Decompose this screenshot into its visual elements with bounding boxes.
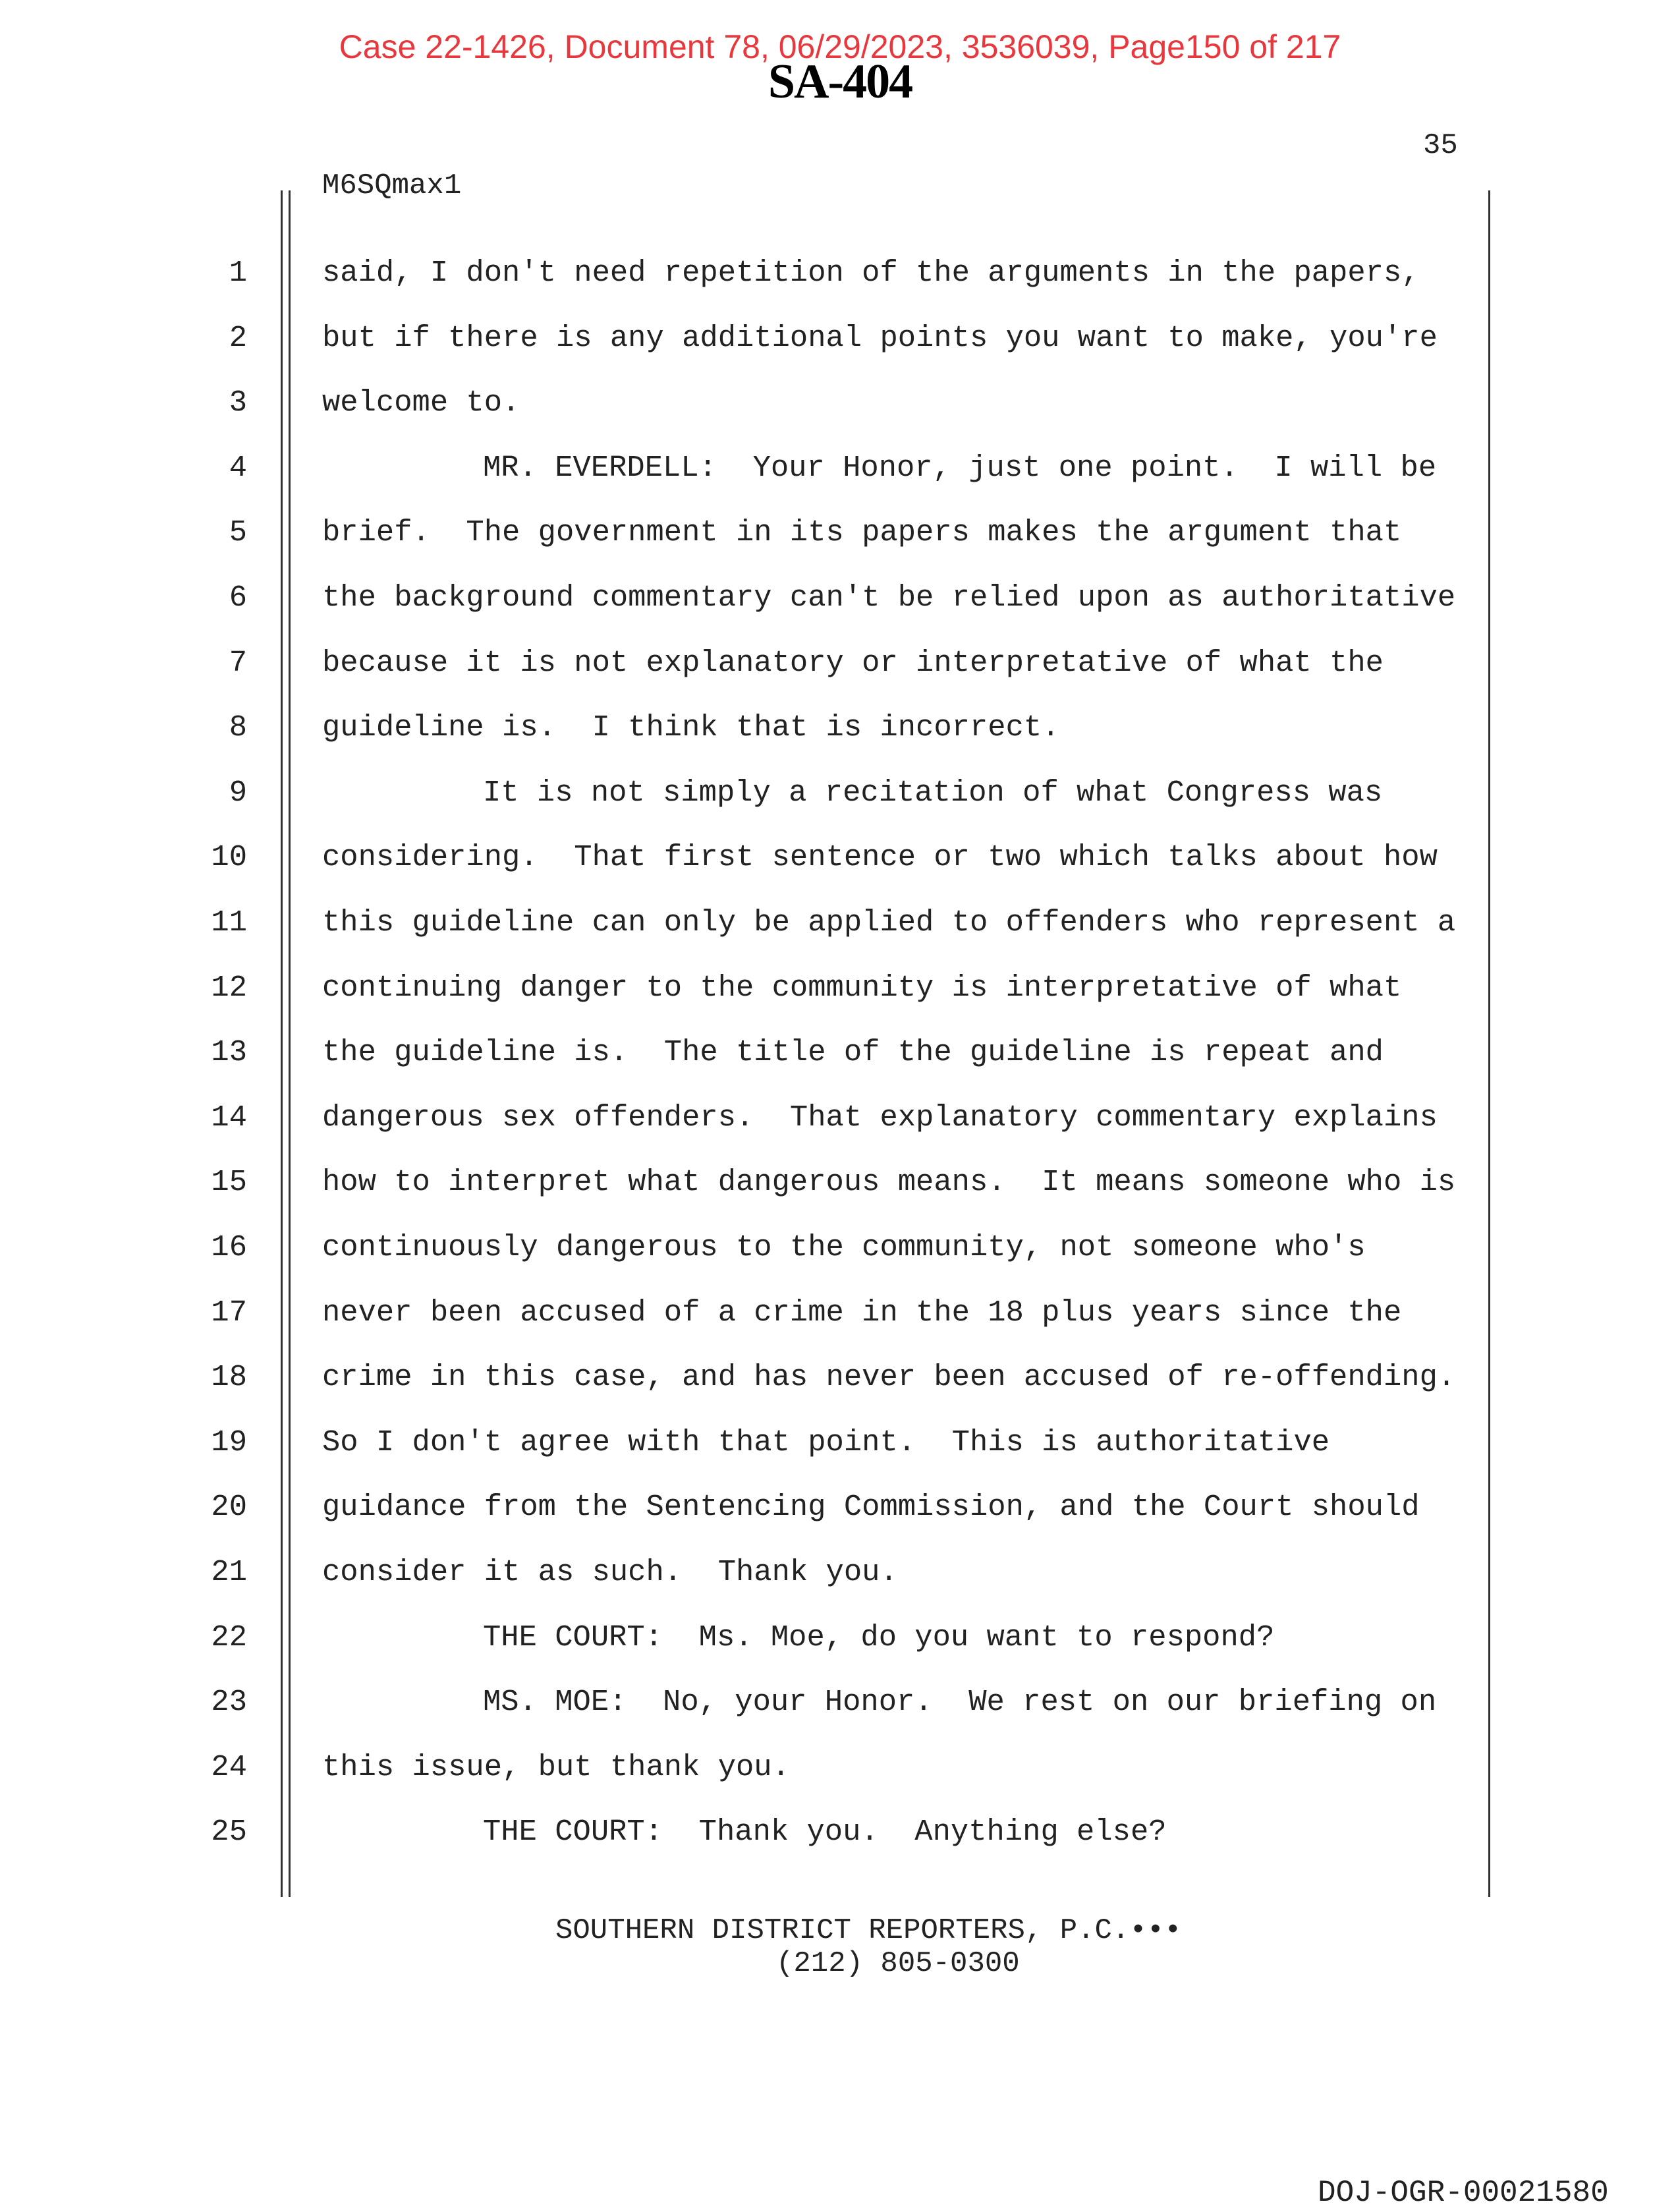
- line-text: dangerous sex offenders. That explanatory commentary explains: [322, 1100, 1438, 1135]
- line-number: 23: [211, 1685, 247, 1720]
- line-text: THE COURT: Ms. Moe, do you want to respond?: [483, 1620, 1275, 1655]
- transcript-line: [0, 1230, 1680, 1295]
- transcript-line: [0, 451, 1680, 515]
- line-number: 18: [211, 1360, 247, 1395]
- line-number: 1: [229, 256, 247, 290]
- line-text: never been accused of a crime in the 18 plus years since the: [322, 1295, 1402, 1330]
- line-text: said, I don't need repetition of the arguments in the papers,: [322, 256, 1420, 290]
- transcript-line: [0, 776, 1680, 840]
- line-text: MS. MOE: No, your Honor. We rest on our briefing on: [483, 1685, 1437, 1720]
- line-number: 24: [211, 1749, 247, 1784]
- line-text: continuously dangerous to the community, not someone who's: [322, 1230, 1366, 1264]
- line-number: 16: [211, 1230, 247, 1264]
- transcript-line: [0, 1100, 1680, 1165]
- line-number: 2: [229, 320, 247, 355]
- transcript-line: [0, 321, 1680, 385]
- transcript-header-code: M6SQmax1: [322, 169, 462, 202]
- transcript-line: [0, 385, 1680, 450]
- line-number: 20: [211, 1490, 247, 1525]
- line-text: this guideline can only be applied to offenders who represent a: [322, 905, 1456, 940]
- transcript-line: [0, 1165, 1680, 1230]
- transcript-line: [0, 1425, 1680, 1490]
- line-number: 12: [211, 970, 247, 1005]
- line-text: continuing danger to the community is interpretative of what: [322, 970, 1402, 1005]
- line-text: the background commentary can't be relied upon as authoritative: [322, 581, 1456, 615]
- line-text: So I don't agree with that point. This is authoritative: [322, 1425, 1330, 1460]
- line-number: 5: [229, 515, 247, 550]
- line-text: guideline is. I think that is incorrect.: [322, 710, 1060, 745]
- line-text: this issue, but thank you.: [322, 1749, 790, 1784]
- line-text: THE COURT: Thank you. Anything else?: [483, 1815, 1167, 1850]
- transcript-line: [0, 905, 1680, 970]
- line-number: 19: [211, 1425, 247, 1460]
- line-text: the guideline is. The title of the guideline is repeat and: [322, 1035, 1384, 1070]
- line-text: welcome to.: [322, 385, 520, 420]
- line-text: It is not simply a recitation of what Congress was: [483, 775, 1383, 810]
- line-text: considering. That first sentence or two which talks about how: [322, 840, 1438, 875]
- bates-number: DOJ-OGR-00021580: [1318, 2176, 1609, 2210]
- line-text: crime in this case, and has never been accused of re-offending.: [322, 1360, 1456, 1395]
- transcript-line: [0, 840, 1680, 905]
- transcript-line: [0, 1685, 1680, 1749]
- exhibit-label: SA-404: [768, 55, 912, 109]
- page-number: 35: [1423, 129, 1458, 162]
- transcript-line: [0, 1815, 1680, 1879]
- line-number: 15: [211, 1165, 247, 1200]
- transcript-line: [0, 1490, 1680, 1554]
- transcript-line: [0, 581, 1680, 645]
- line-number: 10: [211, 840, 247, 875]
- line-text: but if there is any additional points you want to make, you're: [322, 320, 1438, 355]
- line-text: brief. The government in its papers makes the argument that: [322, 515, 1402, 550]
- line-number: 21: [211, 1555, 247, 1589]
- line-number: 17: [211, 1295, 247, 1330]
- transcript-line: [0, 646, 1680, 710]
- line-number: 25: [211, 1815, 247, 1850]
- line-number: 14: [211, 1100, 247, 1135]
- transcript-line: [0, 1035, 1680, 1100]
- line-text: MR. EVERDELL: Your Honor, just one point. I will be: [483, 450, 1437, 485]
- line-number: 22: [211, 1620, 247, 1655]
- transcript-line: [0, 971, 1680, 1035]
- line-number: 9: [229, 775, 247, 810]
- reporter-name: SOUTHERN DISTRICT REPORTERS, P.C.•••: [555, 1914, 1182, 1947]
- transcript-line: [0, 256, 1680, 320]
- transcript-line: [0, 1295, 1680, 1360]
- line-number: 8: [229, 710, 247, 745]
- line-text: guidance from the Sentencing Commission, and the Court should: [322, 1490, 1420, 1525]
- line-number: 7: [229, 645, 247, 680]
- line-number: 11: [211, 905, 247, 940]
- line-number: 4: [229, 450, 247, 485]
- reporter-phone: (212) 805-0300: [776, 1947, 1020, 1980]
- line-number: 6: [229, 581, 247, 615]
- transcript-line: [0, 1555, 1680, 1620]
- transcript-line: [0, 515, 1680, 580]
- transcript-line: [0, 710, 1680, 775]
- line-text: because it is not explanatory or interpretative of what the: [322, 645, 1384, 680]
- case-stamp: Case 22-1426, Document 78, 06/29/2023, 3536039, Page150 of 217: [339, 28, 1341, 65]
- line-text: how to interpret what dangerous means. It means someone who is: [322, 1165, 1456, 1200]
- transcript-line: [0, 1620, 1680, 1685]
- transcript-line: [0, 1360, 1680, 1425]
- line-text: consider it as such. Thank you.: [322, 1555, 898, 1589]
- line-number: 3: [229, 385, 247, 420]
- transcript-line: [0, 1750, 1680, 1815]
- line-number: 13: [211, 1035, 247, 1070]
